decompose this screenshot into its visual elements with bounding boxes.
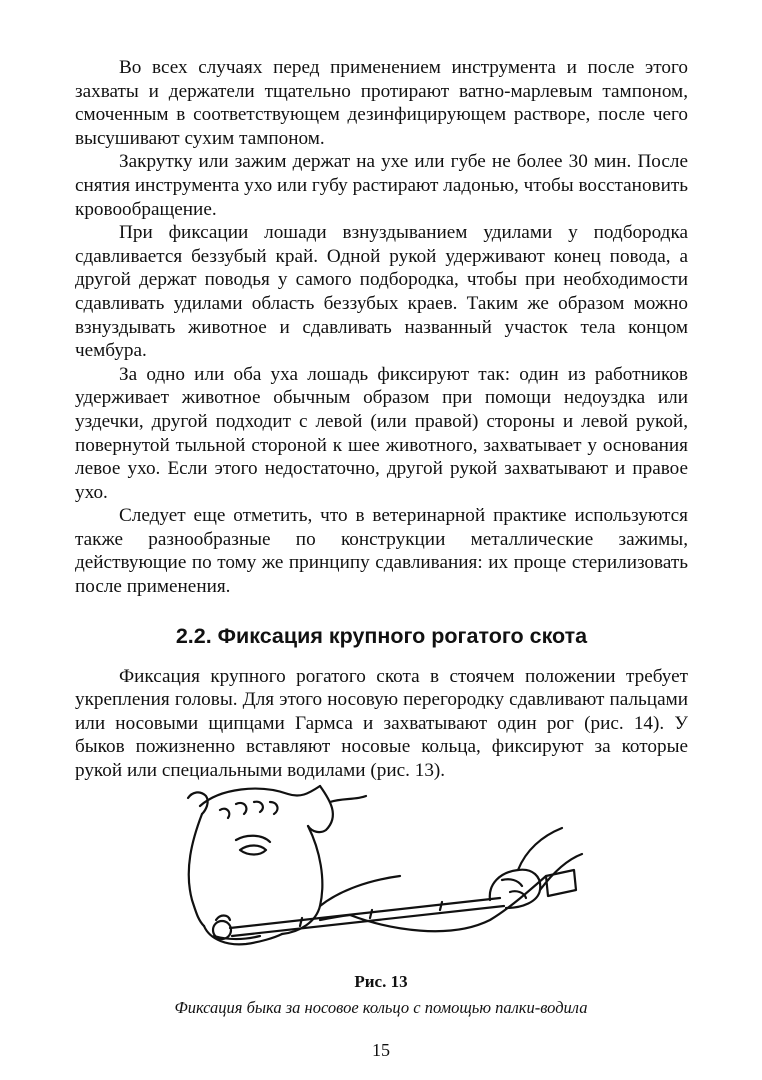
figure-label: Рис. 13: [354, 972, 408, 991]
paragraph-1: Во всех случаях перед применением инструмента и после этого захваты и держатели тщательно протирают ватно-марлевым тампоном, смоченным в соответствующем дезинфицирующем растворе, после чего высушивают сухим тампоном.: [75, 57, 688, 149]
paragraph-6: Фиксация крупного рогатого скота в стоячем положении требует укрепления головы. Для этого носовую перегородку сдавливают пальцами или носовыми щипцами Гармса и захватывают один рог (рис. 14). У быков пожизненно вставляют носовые кольца, фиксируют за которые рукой или специальными водилами (рис. 13).: [75, 665, 688, 782]
bull-nose-ring-illustration: [170, 780, 590, 960]
paragraph-5: Следует еще отметить, что в ветеринарной практике используются также разнообразные по конструкции металлические зажимы, действующие по тому же принципу сдавливания: их проще стерилизовать после применения.: [75, 505, 688, 598]
page-body: [75, 56, 688, 783]
paragraph-3: При фиксации лошади взнуздыванием удилами у подбородка сдавливается беззубый край. Одной рукой удерживают конец повода, а другой держат поводья у самого подбородка, чтобы при необходимости сдавливать удилами область беззубых краев. Таким же образом можно взнуздывать животное и сдавливать названный участок тела концом чембура.: [75, 222, 688, 362]
figure-caption: Фиксация быка за носовое кольцо с помощью палки-водила: [174, 998, 588, 1017]
section-heading: 2.2. Фиксация крупного рогатого скота: [175, 623, 588, 648]
page-number: 15: [372, 1040, 390, 1060]
paragraph-4: За одно или оба уха лошадь фиксируют так: один из работников удерживает животное обычным образом при помощи недоуздка или уздечки, другой подходит с левой (или правой) стороны и левой рукой, повернутой тыльной стороной к шее животного, захватывает у основания левое ухо. Если этого недостаточно, другой рукой захватывают и правое ухо.: [75, 363, 688, 503]
paragraph-2: Закрутку или зажим держат на ухе или губе не более 30 мин. После снятия инструмента ухо или губу растирают ладонью, чтобы восстановить кровообращение.: [75, 151, 688, 220]
